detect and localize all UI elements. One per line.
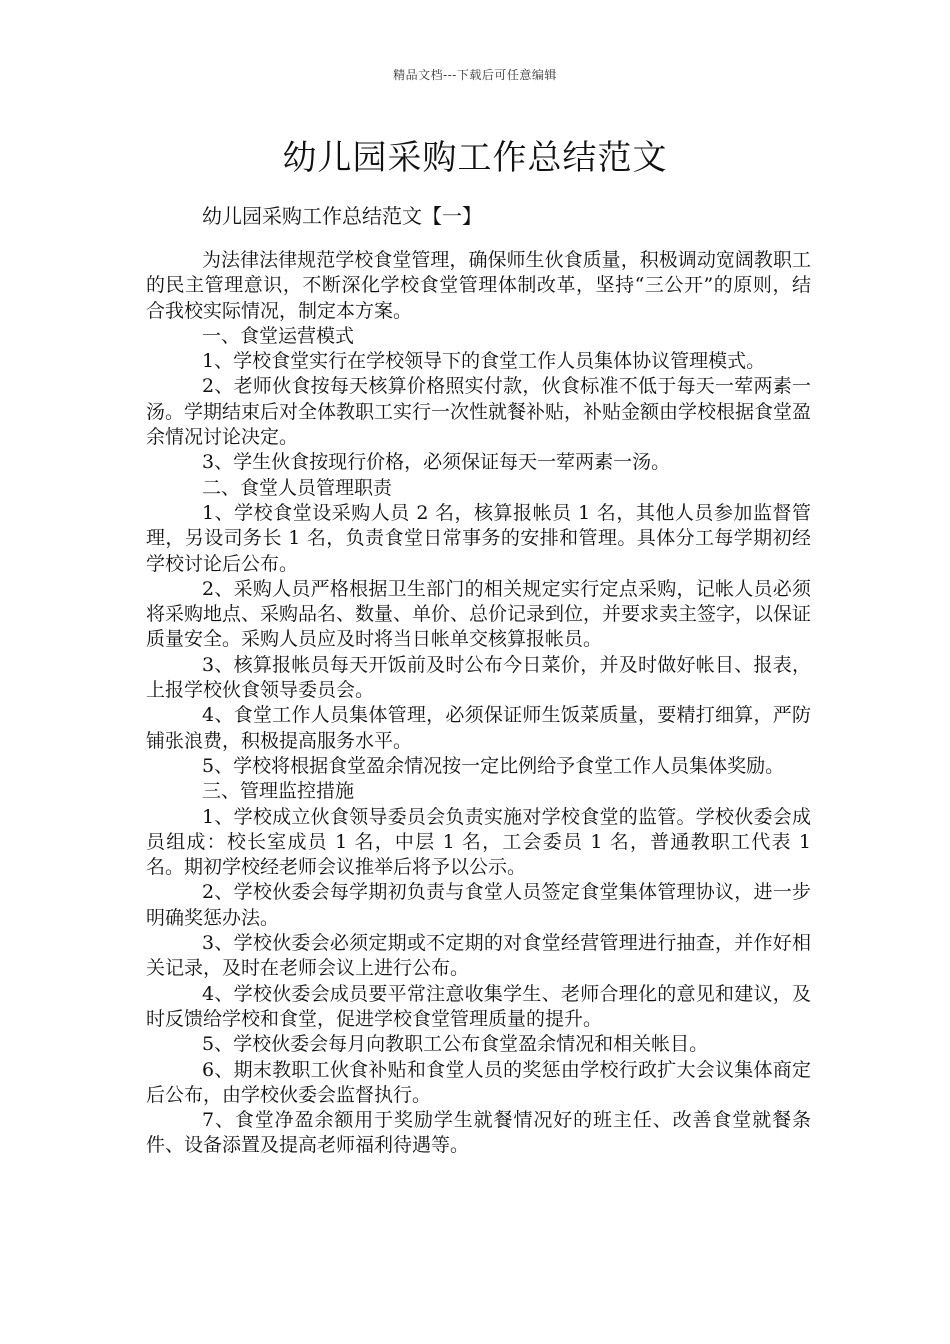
section-heading-3: 三、管理监控措施 xyxy=(202,780,355,803)
paragraph: 2、学校伙委会每学期初负责与食堂人员签定食堂集体管理协议，进一步明确奖惩办法。 xyxy=(146,881,811,929)
document-body xyxy=(146,248,811,1159)
paragraph: 5、学校将根据食堂盈余情况按一定比例给予食堂工作人员集体奖励。 xyxy=(202,754,785,777)
document-title: 幼儿园采购工作总结范文 xyxy=(282,138,668,178)
section-heading-1: 一、食堂运营模式 xyxy=(202,324,355,347)
paragraph: 3、学校伙委会必须定期或不定期的对食堂经营管理进行抽查，并作好相关记录，及时在老师会议上进行公布。 xyxy=(146,932,811,980)
header-note: 精品文档---下载后可任意编辑 xyxy=(393,68,557,82)
paragraph: 1、学校成立伙食领导委员会负责实施对学校食堂的监管。学校伙委会成员组成：校长室成员 1 名，中层 1 名，工会委员 1 名，普通教职工代表 1 名。期初学校经老师会议推举后将予以公示。 xyxy=(146,805,811,879)
paragraph: 5、学校伙委会每月向教职工公布食堂盈余情况和相关帐目。 xyxy=(202,1033,709,1056)
paragraph: 1、学校食堂设采购人员 2 名，核算报帐员 1 名，其他人员参加监督管理，另设司务长 1 名，负责食堂日常事务的安排和管理。具体分工每学期初经学校讨论后公布。 xyxy=(146,501,811,575)
paragraph: 4、食堂工作人员集体管理，必须保证师生饭菜质量，要精打细算，严防铺张浪费，积极提高服务水平。 xyxy=(146,704,811,752)
paragraph: 2、老师伙食按每天核算价格照实付款，伙食标准不低于每天一荤两素一汤。学期结束后对全体教职工实行一次性就餐补贴，补贴金额由学校根据食堂盈余情况讨论决定。 xyxy=(146,375,812,449)
paragraph: 7、食堂净盈余额用于奖励学生就餐情况好的班主任、改善食堂就餐条件、设备添置及提高老师福利待遇等。 xyxy=(146,1109,811,1157)
paragraph: 4、学校伙委会成员要平常注意收集学生、老师合理化的意见和建议，及时反馈给学校和食堂，促进学校食堂管理质量的提升。 xyxy=(146,982,811,1030)
paragraph: 1、学校食堂实行在学校领导下的食堂工作人员集体协议管理模式。 xyxy=(202,350,766,373)
intro-paragraph: 为法律法律规范学校食堂管理，确保师生伙食质量，积极调动宽阔教职工的民主管理意识，不断深化学校食堂管理体制改革，坚持“三公开”的原则，结合我校实际情况，制定本方案。 xyxy=(146,249,811,322)
section-heading-2: 二、食堂人员管理职责 xyxy=(202,476,393,499)
document-subtitle: 幼儿园采购工作总结范文【一】 xyxy=(202,204,482,228)
paragraph: 6、期末教职工伙食补贴和食堂人员的奖惩由学校行政扩大会议集体商定后公布，由学校伙委会监督执行。 xyxy=(146,1058,811,1106)
paragraph: 3、学生伙食按现行价格，必须保证每天一荤两素一汤。 xyxy=(202,451,671,474)
paragraph: 2、采购人员严格根据卫生部门的相关规定实行定点采购，记帐人员必须将采购地点、采购品名、数量、单价、总价记录到位，并要求卖主签字，以保证质量安全。采购人员应及时将当日帐单交核算报帐员。 xyxy=(146,577,812,651)
paragraph: 3、核算报帐员每天开饭前及时公布今日菜价，并及时做好帐目、报表，上报学校伙食领导委员会。 xyxy=(146,653,811,702)
